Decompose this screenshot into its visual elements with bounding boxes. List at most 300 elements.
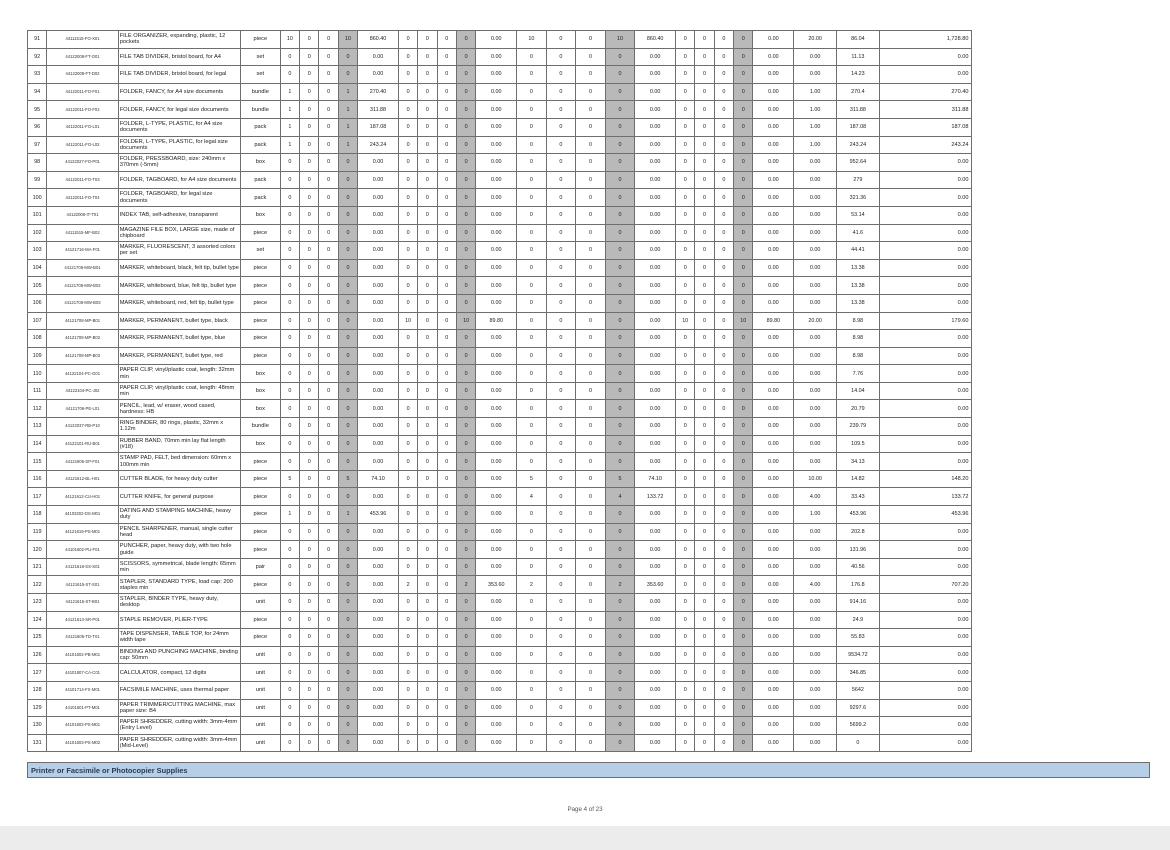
total-amount: 0.00 [879,242,971,260]
qty-cell: 0 [319,294,338,312]
qty-cell: 270.40 [358,83,399,101]
item-code: 44121612-BL-H01 [47,470,118,488]
qty-cell: 20.00 [794,312,837,330]
qty-cell: 2 [517,576,547,594]
qty-cell: 0 [695,611,714,629]
qty-cell: 0 [437,312,456,330]
qty-cell: 0 [456,259,475,277]
qty-cell: 0 [280,242,299,260]
qty-cell: 0.00 [476,488,517,506]
qty-cell: 187.08 [358,118,399,136]
qty-cell: 0 [714,506,733,524]
total-amount: 148.20 [879,470,971,488]
qty-cell: 10 [280,31,299,49]
qty-cell: 0 [546,136,576,154]
qty-cell: 53.14 [837,206,880,224]
qty-cell: 0 [576,699,606,717]
qty-cell: 0 [695,699,714,717]
qty-cell: 0 [300,435,319,453]
qty-cell: 0 [714,611,733,629]
qty-cell: 0.00 [753,118,794,136]
item-number: 107 [28,312,47,330]
qty-cell: 0 [676,699,695,717]
qty-cell: 0 [676,506,695,524]
qty-cell: 0 [546,347,576,365]
qty-cell: 311.88 [358,101,399,119]
qty-cell: 0 [546,681,576,699]
total-amount: 0.00 [879,453,971,471]
item-code: 44121618-SS-S01 [47,558,118,576]
qty-cell: 0 [398,330,417,348]
item-number: 110 [28,365,47,383]
qty-cell: 0 [456,136,475,154]
qty-cell: 0 [437,48,456,66]
qty-cell: 0 [714,594,733,612]
qty-cell: 0.00 [358,629,399,647]
qty-cell: 0 [398,435,417,453]
qty-cell: 0.00 [358,48,399,66]
items-table [27,30,1150,752]
qty-cell: 0 [695,101,714,119]
table-row [28,224,1150,242]
qty-cell: 0 [398,277,417,295]
qty-cell: 0 [734,576,753,594]
qty-cell: 2 [398,576,417,594]
item-code: 44111515-MF-B02 [47,224,118,242]
qty-cell: 0 [605,189,635,207]
qty-cell: 0.00 [635,699,676,717]
qty-cell: 0 [398,541,417,559]
qty-cell: 0.00 [753,171,794,189]
qty-cell: 0 [437,681,456,699]
qty-cell: 10 [517,31,547,49]
item-description: PAPER CLIP, vinyl/plastic coat, length: 32mm min [118,365,240,383]
qty-cell: 0 [456,506,475,524]
qty-cell: 0.00 [476,101,517,119]
unit-of-measure: piece [240,541,280,559]
qty-cell: 1.00 [794,136,837,154]
qty-cell: 0 [456,101,475,119]
qty-cell: 0 [517,101,547,119]
qty-cell: 0 [734,629,753,647]
qty-cell: 0 [517,365,547,383]
qty-cell: 0 [517,312,547,330]
qty-cell: 0 [300,681,319,699]
table-row [28,171,1150,189]
qty-cell: 0 [546,470,576,488]
unit-of-measure: unit [240,646,280,664]
qty-cell: 0 [676,294,695,312]
qty-cell: 0 [676,541,695,559]
total-amount: 0.00 [879,699,971,717]
qty-cell: 0 [517,171,547,189]
qty-cell: 0 [734,558,753,576]
item-code: 44122011-FO-T03 [47,171,118,189]
qty-cell: 0 [338,330,357,348]
table-row [28,453,1150,471]
qty-cell: 0 [300,31,319,49]
qty-cell: 0.00 [476,541,517,559]
qty-cell: 89.80 [753,312,794,330]
qty-cell: 0 [319,382,338,400]
item-number: 105 [28,277,47,295]
qty-cell: 0 [437,435,456,453]
qty-cell: 0 [605,629,635,647]
qty-cell: 0 [398,101,417,119]
qty-cell: 0 [605,400,635,418]
qty-cell: 0.00 [358,523,399,541]
qty-cell: 0 [300,646,319,664]
qty-cell: 0 [546,558,576,576]
total-amount: 187.08 [879,118,971,136]
qty-cell: 13.38 [837,294,880,312]
unit-of-measure: piece [240,294,280,312]
item-number: 93 [28,66,47,84]
qty-cell: 0 [319,576,338,594]
section-header [27,762,1150,778]
qty-cell: 10 [734,312,753,330]
qty-cell: 0.00 [635,435,676,453]
qty-cell: 0 [280,646,299,664]
qty-cell: 0 [338,382,357,400]
qty-cell: 0.00 [358,277,399,295]
qty-cell: 0.00 [794,224,837,242]
qty-cell: 0 [437,629,456,647]
qty-cell: 0.00 [476,594,517,612]
qty-cell: 0 [546,312,576,330]
qty-cell: 0 [517,118,547,136]
qty-cell: 0 [319,418,338,436]
qty-cell: 0 [605,699,635,717]
item-description: FOLDER, PRESSBOARD, size: 240mm x 370mm (-5mm) [118,154,240,172]
qty-cell: 0 [418,101,437,119]
qty-cell: 0 [280,594,299,612]
qty-cell: 0 [576,576,606,594]
qty-cell: 0.00 [635,541,676,559]
qty-cell: 0 [517,558,547,576]
table-row [28,206,1150,224]
qty-cell: 0.00 [476,506,517,524]
qty-cell: 0 [734,101,753,119]
qty-cell: 0.00 [358,558,399,576]
qty-cell: 0.00 [753,189,794,207]
qty-cell: 0 [418,611,437,629]
qty-cell: 0 [676,189,695,207]
item-description: STAMP PAD, FELT, bed dimension: 60mm x 100mm min [118,453,240,471]
qty-cell: 55.83 [837,629,880,647]
qty-cell: 0 [280,418,299,436]
qty-cell: 0 [734,365,753,383]
qty-cell: 0 [398,664,417,682]
qty-cell: 0 [300,259,319,277]
qty-cell: 0 [605,101,635,119]
qty-cell: 5642 [837,681,880,699]
table-row [28,294,1150,312]
item-number: 123 [28,594,47,612]
qty-cell: 0 [546,189,576,207]
qty-cell: 0 [456,294,475,312]
qty-cell: 0 [576,48,606,66]
qty-cell: 0 [300,171,319,189]
qty-cell: 1 [338,118,357,136]
qty-cell: 9534.72 [837,646,880,664]
total-amount: 0.00 [879,330,971,348]
qty-cell: 24.9 [837,611,880,629]
qty-cell: 0 [734,717,753,735]
qty-cell: 0 [418,646,437,664]
qty-cell: 0 [714,330,733,348]
qty-cell: 0.00 [476,629,517,647]
qty-cell: 4 [605,488,635,506]
qty-cell: 0 [734,435,753,453]
total-amount: 0.00 [879,171,971,189]
qty-cell: 0 [734,523,753,541]
qty-cell: 1 [338,506,357,524]
item-description: FOLDER, TAGBOARD, for legal size documents [118,189,240,207]
qty-cell: 0 [576,189,606,207]
qty-cell: 4.00 [794,488,837,506]
qty-cell: 0.00 [753,154,794,172]
qty-cell: 11.13 [837,48,880,66]
qty-cell: 0.00 [635,664,676,682]
qty-cell: 202.8 [837,523,880,541]
qty-cell: 0 [734,189,753,207]
qty-cell: 0 [280,611,299,629]
qty-cell: 0 [418,523,437,541]
qty-cell: 0 [456,717,475,735]
qty-cell: 0 [605,154,635,172]
qty-cell: 10 [676,312,695,330]
qty-cell: 0 [398,470,417,488]
qty-cell: 0 [517,136,547,154]
qty-cell: 0 [437,242,456,260]
qty-cell: 0 [605,277,635,295]
qty-cell: 0.00 [753,646,794,664]
qty-cell: 0 [676,453,695,471]
qty-cell: 0 [714,242,733,260]
item-code: 44121612-CU-H01 [47,488,118,506]
qty-cell: 131.96 [837,541,880,559]
qty-cell: 0 [546,453,576,471]
qty-cell: 0 [546,48,576,66]
qty-cell: 0.00 [358,717,399,735]
total-amount: 0.00 [879,646,971,664]
qty-cell: 0 [546,541,576,559]
table-row [28,347,1150,365]
qty-cell: 0.00 [635,101,676,119]
qty-cell: 0.00 [476,277,517,295]
qty-cell: 0 [280,312,299,330]
qty-cell: 0.00 [794,646,837,664]
qty-cell: 0 [456,242,475,260]
item-description: CALCULATOR, compact, 12 digits [118,664,240,682]
qty-cell: 5699.2 [837,717,880,735]
item-code: 44122104-PC-G01 [47,365,118,383]
qty-cell: 0 [734,453,753,471]
item-description: DATING AND STAMPING MACHINE, heavy duty [118,506,240,524]
qty-cell: 0.00 [635,171,676,189]
item-description: TAPE DISPENSER, TABLE TOP, for 24mm width tape [118,629,240,647]
total-amount: 0.00 [879,347,971,365]
qty-cell: 0 [280,681,299,699]
qty-cell: 0 [605,717,635,735]
qty-cell: 0 [576,259,606,277]
item-number: 121 [28,558,47,576]
qty-cell: 0.00 [753,83,794,101]
qty-cell: 0 [576,66,606,84]
qty-cell: 0 [456,365,475,383]
qty-cell: 0.00 [753,629,794,647]
qty-cell: 0 [300,136,319,154]
item-number: 97 [28,136,47,154]
qty-cell: 0.00 [635,523,676,541]
qty-cell: 0.00 [753,101,794,119]
qty-cell: 0 [734,611,753,629]
qty-cell: 860.40 [635,31,676,49]
qty-cell: 0 [437,646,456,664]
qty-cell: 0 [437,224,456,242]
qty-cell: 0 [576,118,606,136]
qty-cell: 0 [714,699,733,717]
qty-cell: 0 [734,48,753,66]
item-number: 129 [28,699,47,717]
qty-cell: 0 [338,734,357,752]
qty-cell: 0 [418,206,437,224]
qty-cell: 0 [319,83,338,101]
qty-cell: 0 [338,66,357,84]
qty-cell: 0 [300,699,319,717]
qty-cell: 0 [319,312,338,330]
item-description: CUTTER BLADE, for heavy duty cutter [118,470,240,488]
qty-cell: 0 [418,171,437,189]
qty-cell: 0 [300,101,319,119]
qty-cell: 0 [714,734,733,752]
unit-of-measure: unit [240,664,280,682]
qty-cell: 0.00 [753,382,794,400]
qty-cell: 0 [546,594,576,612]
unit-of-measure: set [240,66,280,84]
qty-cell: 20.79 [837,400,880,418]
item-number: 108 [28,330,47,348]
qty-cell: 0 [676,488,695,506]
qty-cell: 0 [418,136,437,154]
qty-cell: 0 [546,717,576,735]
page-number: Page 4 of 23 [567,806,603,813]
qty-cell: 0 [338,242,357,260]
qty-cell: 0 [418,118,437,136]
qty-cell: 279 [837,171,880,189]
qty-cell: 0 [517,48,547,66]
qty-cell: 0 [576,541,606,559]
qty-cell: 0 [714,541,733,559]
qty-cell: 0 [576,646,606,664]
qty-cell: 0 [576,242,606,260]
table-row [28,541,1150,559]
unit-of-measure: bundle [240,83,280,101]
qty-cell: 0 [456,330,475,348]
qty-cell: 0 [714,418,733,436]
qty-cell: 0.00 [753,259,794,277]
qty-cell: 89.80 [476,312,517,330]
qty-cell: 0 [695,488,714,506]
qty-cell: 0 [437,206,456,224]
qty-cell: 0.00 [358,312,399,330]
item-code: 44101714-FX-M01 [47,681,118,699]
qty-cell: 0 [605,523,635,541]
qty-cell: 0 [280,330,299,348]
item-code: 44121708-MW-B03 [47,294,118,312]
qty-cell: 0 [676,277,695,295]
qty-cell: 8.98 [837,330,880,348]
qty-cell: 0 [398,118,417,136]
qty-cell: 0 [338,347,357,365]
unit-of-measure: piece [240,523,280,541]
qty-cell: 0 [676,611,695,629]
item-description: FILE TAB DIVIDER, bristol board, for legal [118,66,240,84]
qty-cell: 0 [517,734,547,752]
qty-cell: 0 [517,435,547,453]
item-description: MARKER, whiteboard, black, felt tip, bullet type [118,259,240,277]
qty-cell: 0 [576,31,606,49]
qty-cell: 0 [695,83,714,101]
qty-cell: 1.00 [794,101,837,119]
table-row [28,717,1150,735]
qty-cell: 0 [418,365,437,383]
table-row [28,83,1150,101]
qty-cell: 13.38 [837,277,880,295]
qty-cell: 0 [319,259,338,277]
qty-cell: 0 [398,418,417,436]
qty-cell: 14.82 [837,470,880,488]
item-code: 44122008-FT-O01 [47,48,118,66]
qty-cell: 0.00 [476,347,517,365]
qty-cell: 0 [576,206,606,224]
qty-cell: 0 [280,576,299,594]
unit-of-measure: unit [240,681,280,699]
qty-cell: 0 [546,118,576,136]
qty-cell: 0 [338,435,357,453]
table-row [28,48,1150,66]
qty-cell: 0 [605,646,635,664]
qty-cell: 0 [300,470,319,488]
qty-cell: 0.00 [476,31,517,49]
qty-cell: 0 [300,418,319,436]
qty-cell: 34.13 [837,453,880,471]
qty-cell: 0 [456,453,475,471]
qty-cell: 0 [734,400,753,418]
unit-of-measure: piece [240,347,280,365]
qty-cell: 1 [280,136,299,154]
qty-cell: 0 [734,224,753,242]
qty-cell: 0 [437,382,456,400]
qty-cell: 0 [546,435,576,453]
unit-of-measure: piece [240,330,280,348]
qty-cell: 0.00 [358,294,399,312]
table-row [28,506,1150,524]
qty-cell: 0 [300,400,319,418]
qty-cell: 0 [437,101,456,119]
qty-cell: 0 [605,242,635,260]
qty-cell: 0.00 [358,66,399,84]
item-number: 111 [28,382,47,400]
qty-cell: 0 [338,717,357,735]
unit-of-measure: piece [240,224,280,242]
item-number: 112 [28,400,47,418]
qty-cell: 0 [676,224,695,242]
qty-cell: 0 [319,400,338,418]
qty-cell: 0 [546,629,576,647]
qty-cell: 914.16 [837,594,880,612]
